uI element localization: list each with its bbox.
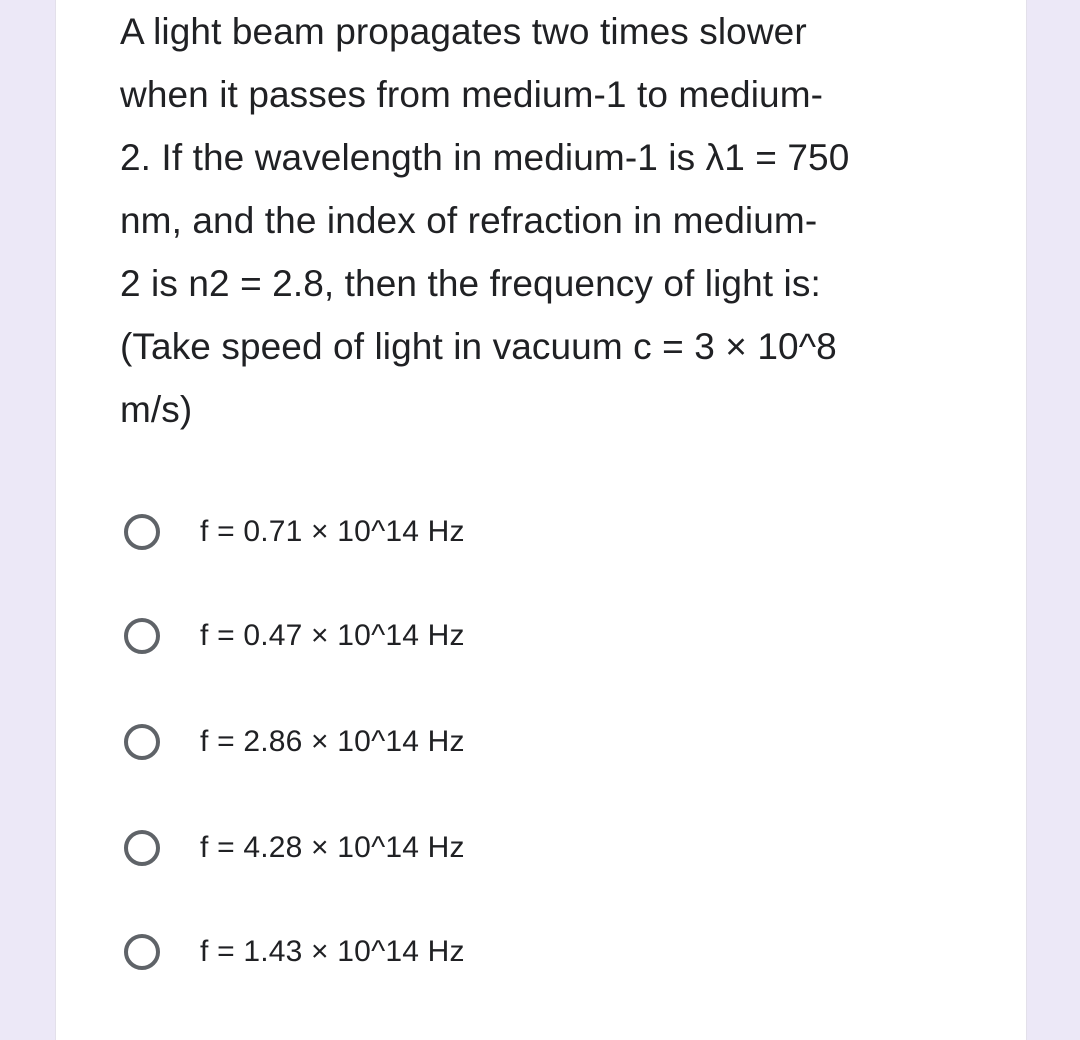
radio-button-icon[interactable] — [124, 934, 160, 970]
question-line: 2. If the wavelength in medium-1 is λ1 = 750 — [120, 137, 850, 178]
radio-button-icon[interactable] — [124, 830, 160, 866]
radio-button-icon[interactable] — [124, 618, 160, 654]
option-label: f = 0.71 × 10^14 Hz — [200, 515, 465, 548]
question-text — [120, 0, 980, 441]
radio-button-icon[interactable] — [124, 724, 160, 760]
option-label: f = 1.43 × 10^14 Hz — [200, 935, 465, 968]
question-line: when it passes from medium-1 to medium- — [120, 74, 824, 115]
option-1[interactable] — [120, 502, 465, 562]
question-line: A light beam propagates two times slower — [120, 11, 807, 52]
option-4[interactable] — [120, 818, 465, 878]
question-line: m/s) — [120, 389, 193, 430]
option-3[interactable] — [120, 712, 465, 772]
question-line: nm, and the index of refraction in medium- — [120, 200, 818, 241]
question-line: (Take speed of light in vacuum c = 3 × 10^8 — [120, 326, 837, 367]
radio-button-icon[interactable] — [124, 514, 160, 550]
question-line: 2 is n2 = 2.8, then the frequency of light is: — [120, 263, 821, 304]
option-5[interactable] — [120, 922, 465, 982]
option-label: f = 2.86 × 10^14 Hz — [200, 725, 465, 758]
option-label: f = 4.28 × 10^14 Hz — [200, 831, 465, 864]
option-2[interactable] — [120, 606, 465, 666]
option-label: f = 0.47 × 10^14 Hz — [200, 619, 465, 652]
